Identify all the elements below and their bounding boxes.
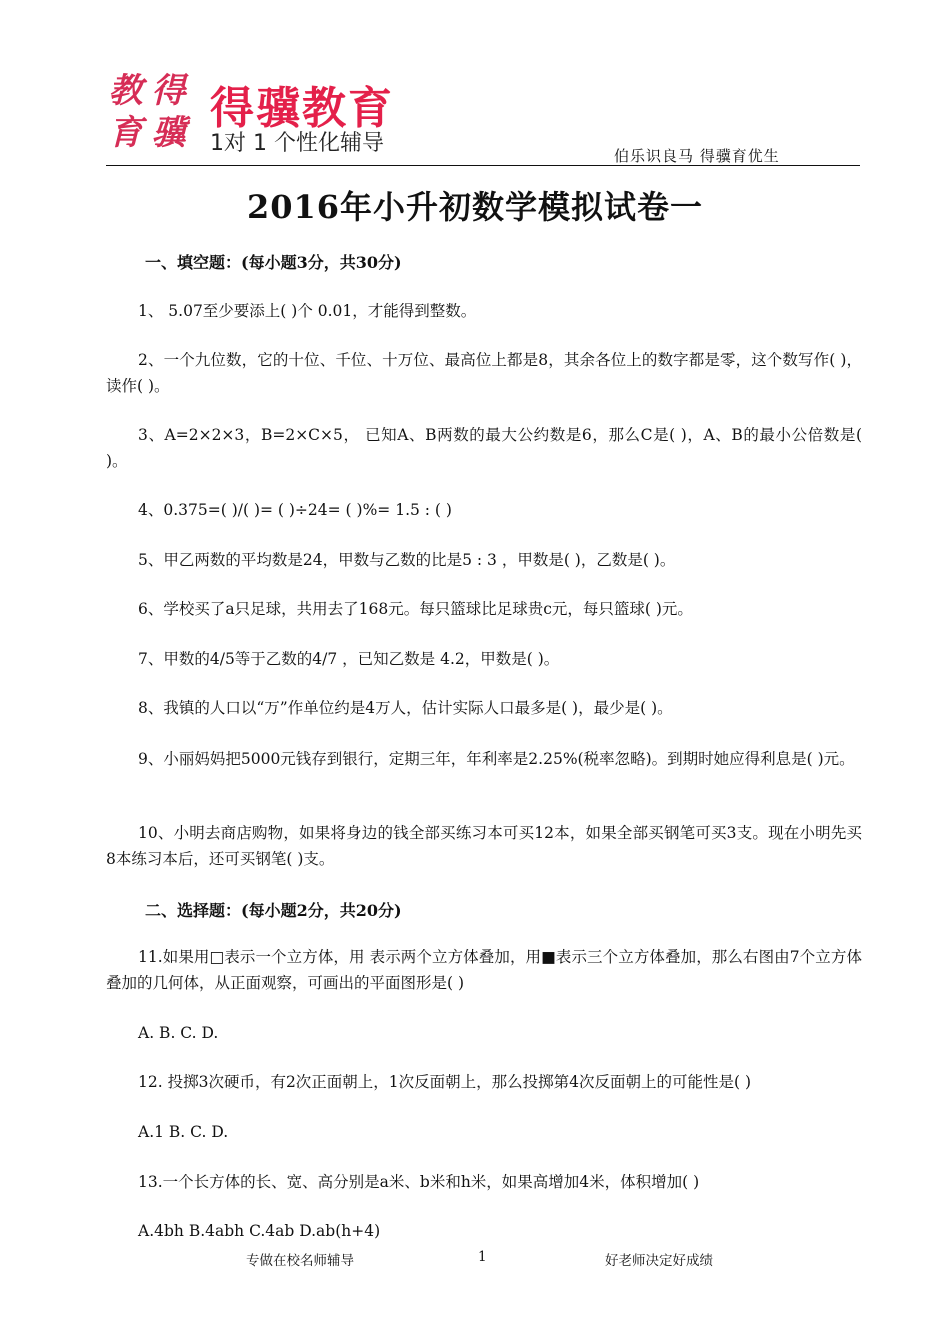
header-slogan: 伯乐识良马 得骥育优生	[614, 147, 780, 165]
question-5: 5、甲乙两数的平均数是24，甲数与乙数的比是5 : 3 ，甲数是( )，乙数是( )。	[138, 551, 676, 569]
question-2: 2、一个九位数，它的十位、千位、十万位、最高位上都是8，其余各位上的数字都是零，这个数写作( )，读作( )。	[106, 351, 862, 395]
question-12-options: A.1 B. C. D.	[138, 1123, 229, 1141]
question-10: 10、小明去商店购物，如果将身边的钱全部买练习本可买12本，如果全部买钢笔可买3支。现在小明先买8本练习本后，还可买钢笔( )支。	[106, 824, 862, 868]
logo-seal-char: 骥	[151, 113, 186, 153]
brand-name: 得骥教育	[210, 83, 394, 134]
logo-seal-char: 得	[151, 71, 186, 111]
footer-right: 好老师决定好成绩	[605, 1253, 713, 1269]
question-12: 12. 投掷3次硬币，有2次正面朝上，1次反面朝上，那么投掷第4次反面朝上的可能性是( )	[138, 1073, 752, 1091]
question-11: 11.如果用□表示一个立方体，用 表示两个立方体叠加，用■表示三个立方体叠加，那么右图由7个立方体叠加的几何体，从正面观察，可画出的平面图形是( )	[106, 948, 862, 992]
footer-left: 专做在校名师辅导	[246, 1253, 354, 1269]
question-13: 13.一个长方体的长、宽、高分别是a米、b米和h米，如果高增加4米，体积增加( )	[138, 1173, 700, 1191]
question-11-options: A. B. C. D.	[138, 1024, 219, 1042]
page-title: 2016年小升初数学模拟试卷一	[246, 188, 704, 226]
question-4: 4、0.375=( )/( )= ( )÷24= ( )%= 1.5 : ( )	[138, 501, 452, 519]
logo-seal-char: 教	[108, 71, 143, 111]
logo-seal-char: 育	[108, 113, 143, 153]
question-9: 9、小丽妈妈把5000元钱存到银行，定期三年，年利率是2.25%(税率忽略)。到期时她应得利息是( )元。	[138, 750, 855, 768]
section-heading-fill-blank: 一、填空题：(每小题3分，共30分)	[145, 253, 402, 272]
logo-seal-icon	[104, 70, 190, 154]
question-13-options: A.4bh B.4abh C.4ab D.ab(h+4)	[138, 1222, 381, 1240]
question-1: 1、 5.07至少要添上( )个 0.01，才能得到整数。	[138, 302, 477, 320]
brand-subtitle: 1对 1 个性化辅导	[210, 131, 384, 156]
question-8: 8、我镇的人口以“万”作单位约是4万人，估计实际人口最多是( )，最少是( )。	[138, 699, 673, 717]
header-divider	[106, 165, 860, 166]
question-3: 3、A=2×2×3，B=2×C×5， 已知A、B两数的最大公约数是6，那么C是( )，A、B的最小公倍数是( )。	[106, 426, 862, 470]
question-7: 7、甲数的4/5等于乙数的4/7 ，已知乙数是 4.2，甲数是( )。	[138, 650, 560, 668]
page-number: 1	[478, 1249, 487, 1265]
question-6: 6、学校买了a只足球，共用去了168元。每只篮球比足球贵c元，每只篮球( )元。	[138, 600, 693, 618]
section-heading-multiple-choice: 二、选择题：(每小题2分，共20分)	[145, 901, 402, 920]
